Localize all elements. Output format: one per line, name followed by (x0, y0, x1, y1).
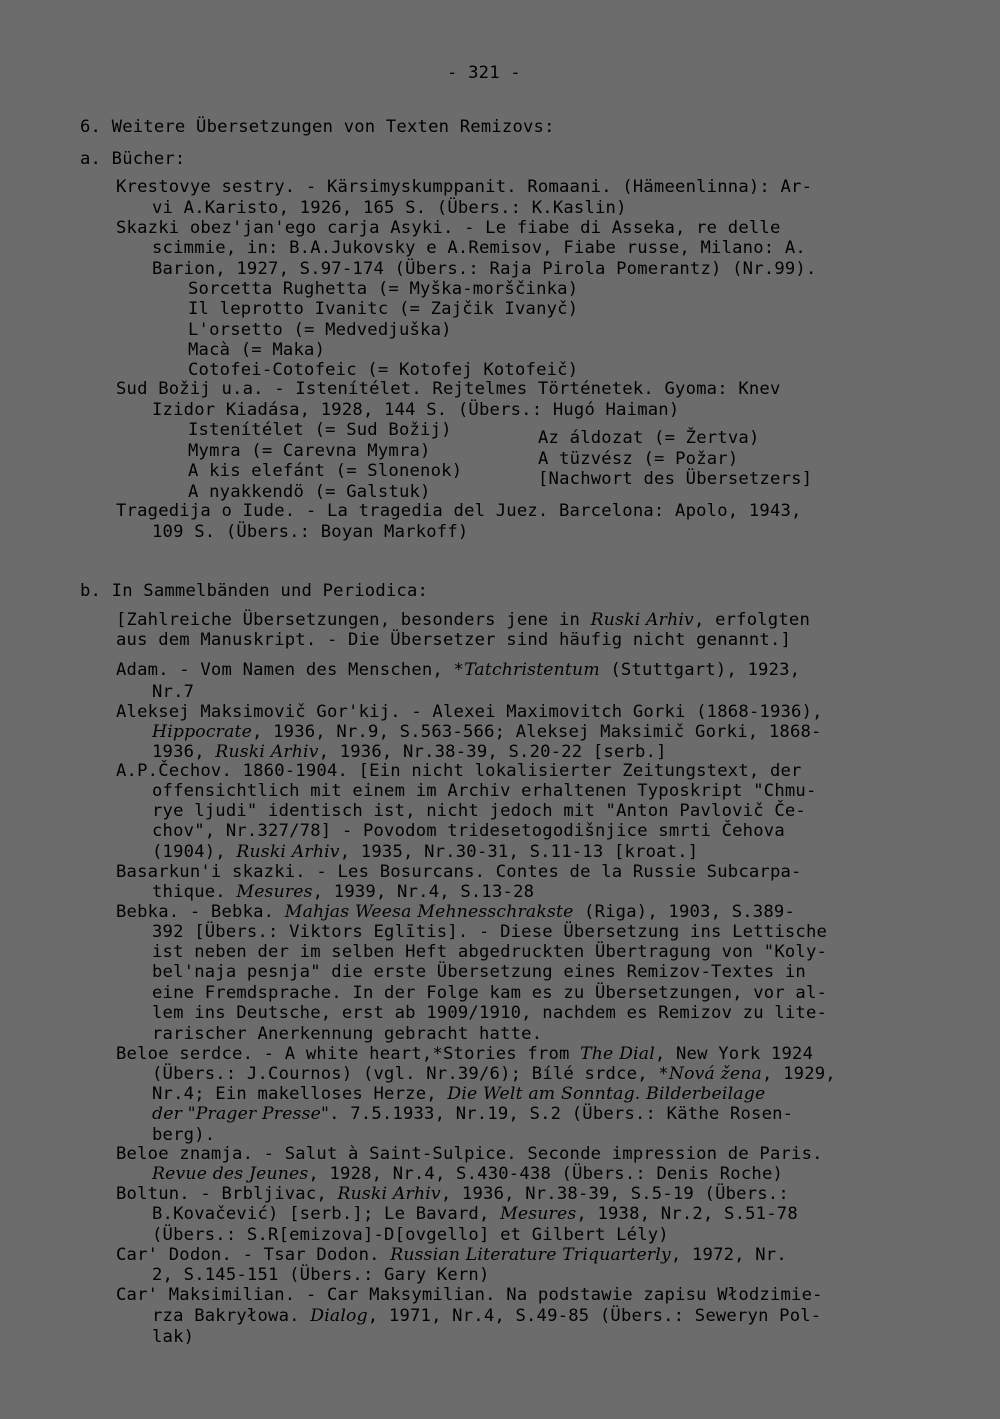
entry-line: (1904), Ruski Arhiv, 1935, Nr.30-31, S.11-13 [kroat.] (152, 842, 699, 862)
entry-line: 392 [Übers.: Viktors Eglītis]. - Diese Übersetzung ins Lettische (152, 922, 828, 942)
book-subentry: A kis elefánt (= Slonenok) (188, 461, 463, 481)
book-line: Tragedija o Iude. - La tragedia del Juez. Barcelona: Apolo, 1943, (116, 501, 802, 521)
entry-line: Boltun. - Brbljivac, Ruski Arhiv, 1936, Nr.38-39, S.5-19 (Übers.: (116, 1184, 789, 1204)
journal-title: Mesures (500, 1204, 577, 1224)
entry-line: lem ins Deutsche, erst ab 1909/1910, nachdem es Remizov zu lite- (152, 1003, 828, 1023)
entry-line: der "Prager Presse". 7.5.1933, Nr.19, S.2 (Übers.: Käthe Rosen- (152, 1104, 794, 1124)
subsection-b-heading: b. In Sammelbänden und Periodica: (80, 581, 429, 601)
entry-line: rye ljudi" identisch ist, nicht jedoch mit "Anton Pavlovič Če- (152, 801, 806, 821)
entry-line: Revue des Jeunes, 1928, Nr.4, S.430-438 (Übers.: Denis Roche) (152, 1164, 784, 1184)
journal-title: Ruski Arhiv (215, 742, 319, 762)
entry-line: chov", Nr.327/78] - Povodom tridesetogodišnjice smrti Čehova (152, 821, 785, 841)
book-subentry: Il leprotto Ivanitc (= Zajčik Ivanyč) (188, 299, 579, 319)
journal-title: The Dial (580, 1044, 655, 1064)
entry-line: Basarkun'i skazki. - Les Bosurcans. Contes de la Russie Subcarpa- (116, 862, 802, 882)
journal-title: Ruski Arhiv (590, 610, 694, 630)
entry-line: Car' Maksimilian. - Car Maksymilian. Na podstawie zapisu Włodzimie- (116, 1285, 823, 1305)
section-heading: 6. Weitere Übersetzungen von Texten Remizovs: (80, 117, 555, 137)
entry-line: B.Kovačević) [serb.]; Le Bavard, Mesures, 1938, Nr.2, S.51-78 (152, 1204, 798, 1224)
entry-line: ist neben der im selben Heft abgedruckten Übertragung von "Koly- (152, 942, 828, 962)
subsection-a-heading: a. Bücher: (80, 149, 186, 169)
entry-line: (Übers.: S.R[emizova]-D[ovgello] et Gilbert Lély) (152, 1225, 669, 1245)
entry-line: 2, S.145-151 (Übers.: Gary Kern) (152, 1265, 490, 1285)
journal-title: Revue des Jeunes (152, 1164, 309, 1184)
book-line: Sud Božij u.a. - Istenítélet. Rejtelmes Történetek. Gyoma: Knev (116, 379, 781, 399)
book-subentry: Az áldozat (= Žertva) (538, 428, 760, 448)
entry-line: A.P.Čechov. 1860-1904. [Ein nicht lokalisierter Zeitungstext, der (116, 761, 802, 781)
entry-line: Beloe serdce. - A white heart,*Stories from The Dial, New York 1924 (116, 1044, 814, 1064)
book-line: vi A.Karisto, 1926, 165 S. (Übers.: K.Kaslin) (152, 198, 627, 218)
book-subentry: Mymra (= Carevna Mymra) (188, 441, 431, 461)
journal-title: Hippocrate (152, 722, 253, 742)
journal-title: Ruski Arhiv (337, 1184, 441, 1204)
entry-line: bel'naja pesnja" die erste Übersetzung eines Remizov-Textes in (152, 962, 806, 982)
journal-title: Nová žena (668, 1064, 762, 1084)
editorial-note: [Zahlreiche Übersetzungen, besonders jene in Ruski Arhiv, erfolgten (116, 610, 810, 630)
book-line: Skazki obez'jan'ego carja Asyki. - Le fiabe di Asseka, re delle (116, 218, 781, 238)
entry-line: Adam. - Vom Namen des Menschen, *Tatchristentum (Stuttgart), 1923, (116, 660, 801, 680)
entry-line: lak) (152, 1327, 195, 1347)
entry-line: rza Bakryłowa. Dialog, 1971, Nr.4, S.49-85 (Übers.: Seweryn Pol- (152, 1306, 822, 1326)
book-subentry: Macà (= Maka) (188, 340, 326, 360)
journal-title: Ruski Arhiv (236, 842, 340, 862)
entry-line: thique. Mesures, 1939, Nr.4, S.13-28 (152, 882, 535, 902)
journal-title: Tatchristentum (464, 660, 600, 680)
book-line: Krestovye sestry. - Kärsimyskumppanit. Romaani. (Hämeenlinna): Ar- (116, 177, 813, 197)
entry-line: Bebka. - Bebka. Mahjas Weesa Mehnesschrakste (Riga), 1903, S.389- (116, 902, 795, 922)
entry-line: Beloe znamja. - Salut à Saint-Sulpice. Seconde impression de Paris. (116, 1144, 823, 1164)
entry-line: Aleksej Maksimovič Gor'kij. - Alexei Maximovitch Gorki (1868-1936), (116, 702, 823, 722)
entry-line: (Übers.: J.Cournos) (vgl. Nr.39/6); Bílé srdce, *Nová žena, 1929, (152, 1064, 836, 1084)
entry-line: rarischer Anerkennung gebracht hatte. (152, 1024, 543, 1044)
entry-line: Nr.7 (152, 682, 195, 702)
editorial-note: aus dem Manuskript. - Die Übersetzer sind häufig nicht genannt.] (116, 630, 792, 650)
translator-note: [Nachwort des Übersetzers] (538, 469, 813, 489)
book-line: 109 S. (Übers.: Boyan Markoff) (152, 522, 469, 542)
book-subentry: A nyakkendö (= Galstuk) (188, 482, 431, 502)
journal-title: der "Prager Presse" (152, 1104, 330, 1124)
entry-line: 1936, Ruski Arhiv, 1936, Nr.38-39, S.20-22 [serb.] (152, 742, 667, 762)
book-line: Barion, 1927, S.97-174 (Übers.: Raja Pirola Pomerantz) (Nr.99). (152, 259, 817, 279)
book-subentry: A tüzvész (= Požar) (538, 449, 739, 469)
journal-title: Dialog (310, 1306, 368, 1326)
journal-title: Die Welt am Sonntag. Bilderbeilage (447, 1084, 766, 1104)
entry-line: eine Fremdsprache. In der Folge kam es zu Übersetzungen, vor al- (152, 983, 828, 1003)
entry-line: Car' Dodon. - Tsar Dodon. Russian Literature Triquarterly, 1972, Nr. (116, 1245, 787, 1265)
entry-line: Hippocrate, 1936, Nr.9, S.563-566; Aleksej Maksimič Gorki, 1868- (152, 722, 822, 742)
journal-title: Mahjas Weesa Mehnesschrakste (284, 902, 574, 922)
journal-title: Russian Literature Triquarterly (390, 1245, 671, 1265)
entry-line: berg). (152, 1125, 216, 1145)
journal-title: Mesures (236, 882, 313, 902)
entry-line: offensichtlich mit einem im Archiv erhaltenen Typoskript "Chmu- (152, 781, 817, 801)
book-subentry: Sorcetta Rughetta (= Myška-morščinka) (188, 279, 579, 299)
book-subentry: L'orsetto (= Medvedjuška) (188, 320, 452, 340)
book-subentry: Istenítélet (= Sud Božij) (188, 420, 452, 440)
book-line: Izidor Kiadása, 1928, 144 S. (Übers.: Hugó Haiman) (152, 400, 680, 420)
entry-line: Nr.4; Ein makelloses Herze, Die Welt am Sonntag. Bilderbeilage (152, 1084, 766, 1104)
page-number: - 321 - (447, 63, 521, 83)
book-subentry: Cotofei-Cotofeic (= Kotofej Kotofeič) (188, 360, 579, 380)
book-line: scimmie, in: B.A.Jukovsky e A.Remisov, Fiabe russe, Milano: A. (152, 238, 806, 258)
